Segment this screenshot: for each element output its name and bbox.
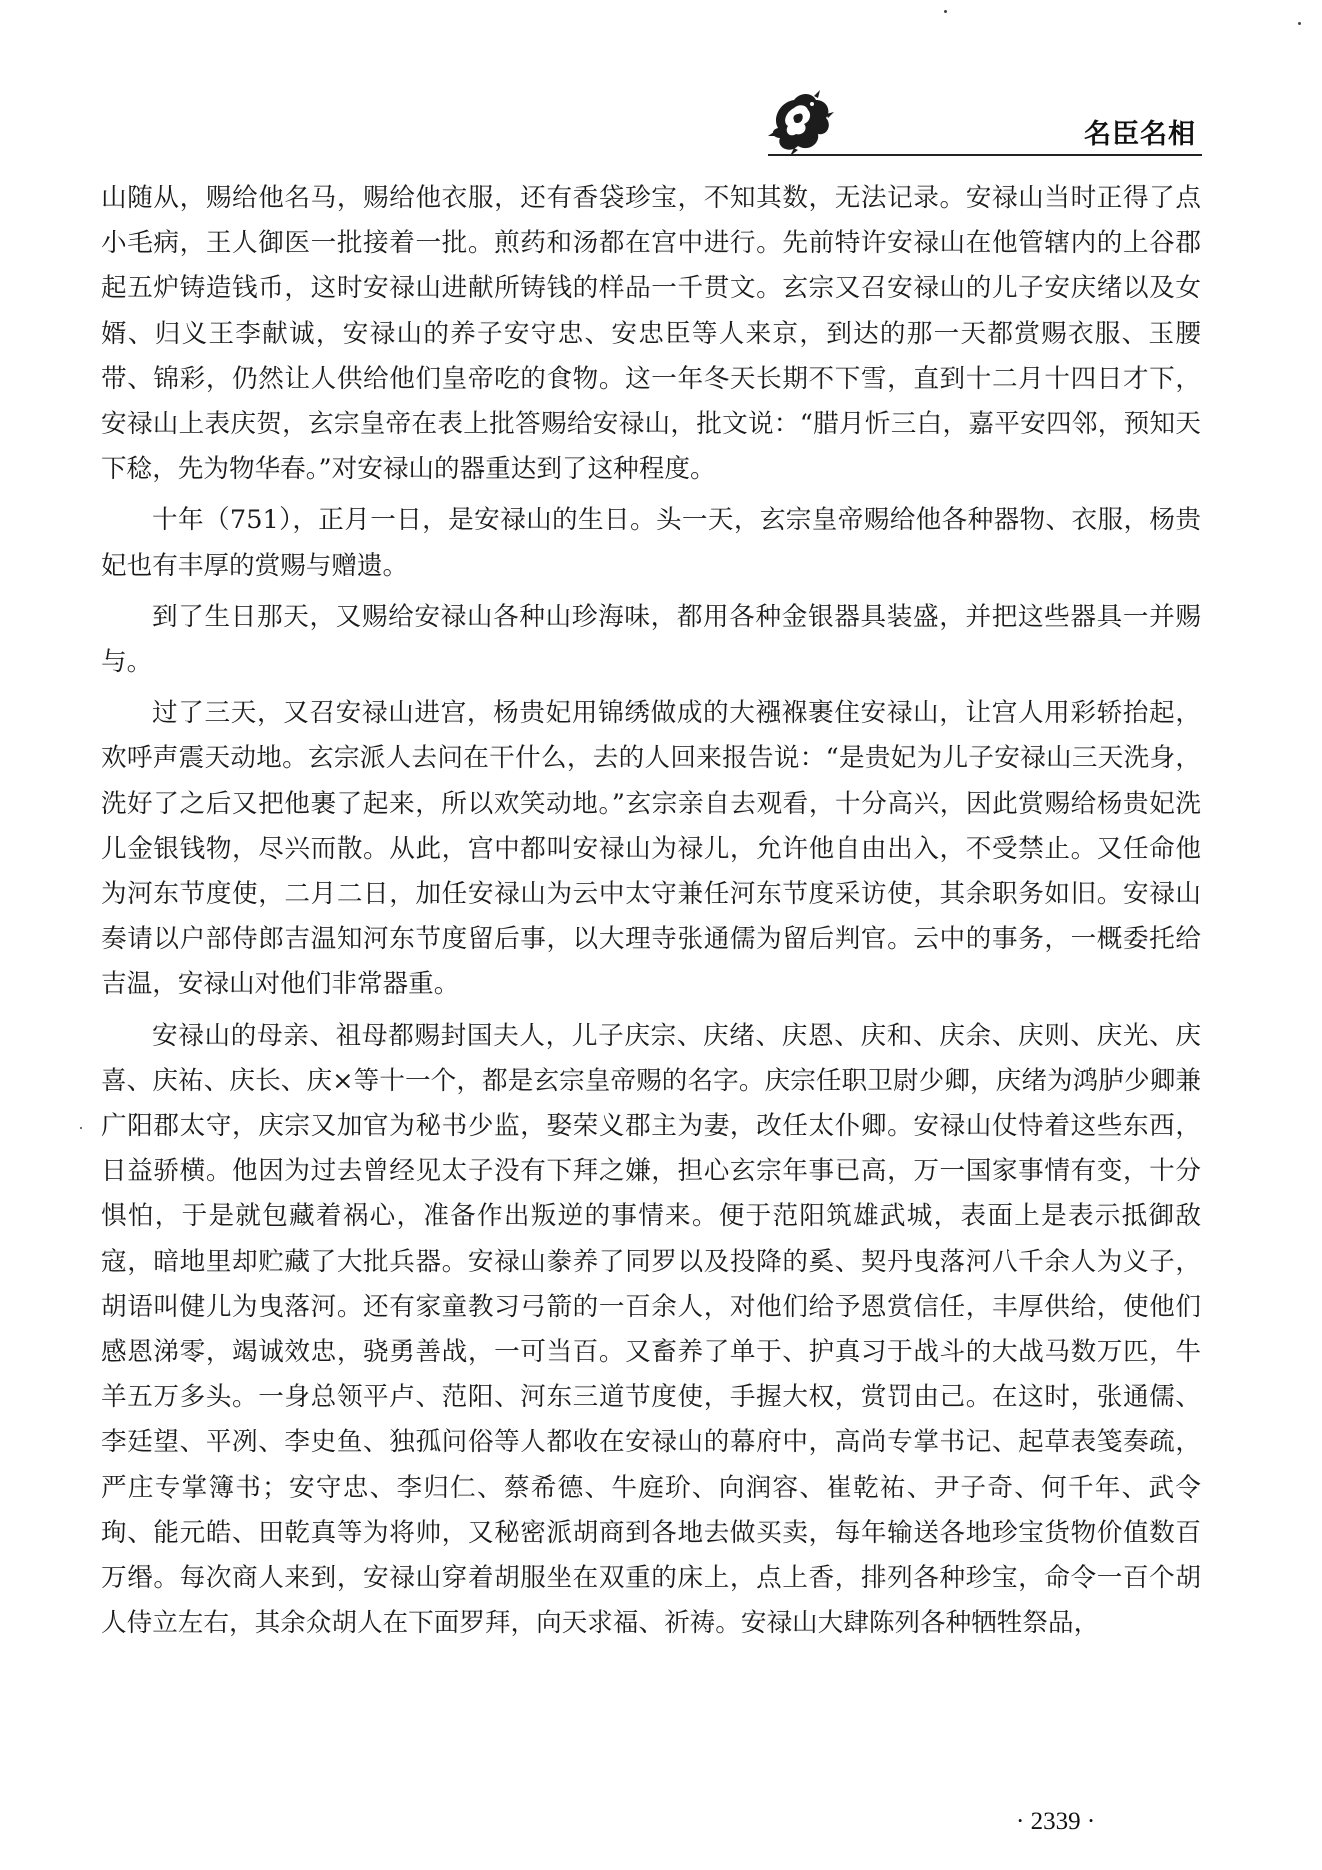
- paragraph: 过了三天，又召安禄山进宫，杨贵妃用锦绣做成的大襁褓裹住安禄山，让宫人用彩轿抬起，欢呼声震天动地。玄宗派人去问在干什么，去的人回来报告说：“是贵妃为儿子安禄山三天洗身，洗好了之后又把他裹了起来，所以欢笑动地。”玄宗亲自去观看，十分高兴，因此赏赐给杨贵妃洗儿金银钱物，尽兴而散。从此，宫中都叫安禄山为禄儿，允许他自由出入，不受禁止。又任命他为河东节度使，二月二日，加任安禄山为云中太守兼任河东节度采访使，其余职务如旧。安禄山奏请以户部侍郎吉温知河东节度留后事，以大理寺张通儒为留后判官。云中的事务，一概委托给吉温，安禄山对他们非常器重。: [101, 698, 1201, 1000]
- header-title: 名臣名相: [1084, 119, 1196, 150]
- scan-speck: [1298, 22, 1301, 25]
- paragraph: 安禄山的母亲、祖母都赐封国夫人，儿子庆宗、庆绪、庆恩、庆和、庆余、庆则、庆光、庆喜、庆祐、庆长、庆×等十一个，都是玄宗皇帝赐的名字。庆宗任职卫尉少卿，庆绪为鸿胪少卿兼广阳郡太守，庆宗又加官为秘书少监，娶荣义郡主为妻，改任太仆卿。安禄山仗恃着这些东西，日益骄横。他因为过去曾经见太子没有下拜之嫌，担心玄宗年事已高，万一国家事情有变，十分惧怕，于是就包藏着祸心，准备作出叛逆的事情来。便于范阳筑雄武城，表面上是表示抵御敌寇，暗地里却贮藏了大批兵器。安禄山豢养了同罗以及投降的奚、契丹曳落河八千余人为义子，胡语叫健儿为曳落河。还有家童教习弓箭的一百余人，对他们给予恩赏信任，丰厚供给，使他们感恩涕零，竭诚效忠，骁勇善战，一可当百。又畜养了单于、护真习于战斗的大战马数万匹，牛羊五万多头。一身总领平卢、范阳、河东三道节度使，手握大权，赏罚由己。在这时，张通儒、李廷望、平冽、李史鱼、独孤问俗等人都收在安禄山的幕府中，高尚专掌书记、起草表笺奏疏，严庄专掌簿书；安守忠、李归仁、蔡希德、牛庭玠、向润容、崔乾祐、尹子奇、何千年、武令珣、能元皓、田乾真等为将帅，又秘密派胡商到各地去做买卖，每年输送各地珍宝货物价值数百万缗。每次商人来到，安禄山穿着胡服坐在双重的床上，点上香，排列各种珍宝，命令一百个胡人侍立左右，其余众胡人在下面罗拜，向天求福、祈祷。安禄山大肆陈列各种牺牲祭品，: [101, 1020, 1201, 1639]
- page-number: · 2339 ·: [1016, 1808, 1096, 1835]
- paragraph: 山随从，赐给他名马，赐给他衣服，还有香袋珍宝，不知其数，无法记录。安禄山当时正得了点小毛病，王人御医一批接着一批。煎药和汤都在宫中进行。先前特许安禄山在他管辖内的上谷郡起五炉铸造钱币，这时安禄山进献所铸钱的样品一千贯文。玄宗又召安禄山的儿子安庆绪以及女婿、归义王李献诚，安禄山的养子安守忠、安忠臣等人来京，到达的那一天都赏赐衣服、玉腰带、锦彩，仍然让人供给他们皇帝吃的食物。这一年冬天长期不下雪，直到十二月十四日才下，安禄山上表庆贺，玄宗皇帝在表上批答赐给安禄山，批文说：“腊月忻三白，嘉平安四邻，预知天下稔，先为物华春。”对安禄山的器重达到了这种程度。: [101, 183, 1201, 485]
- scan-speck: [80, 1127, 82, 1129]
- dragon-icon: [768, 88, 834, 156]
- scan-speck: [944, 10, 947, 13]
- page-header: [0, 0, 1322, 170]
- header-rule: [768, 154, 1202, 156]
- body-text: [101, 176, 1201, 1653]
- paragraph: 十年（751），正月一日，是安禄山的生日。头一天，玄宗皇帝赐给他各种器物、衣服，杨贵妃也有丰厚的赏赐与赠遗。: [101, 505, 1201, 581]
- paragraph: 到了生日那天，又赐给安禄山各种山珍海味，都用各种金银器具装盛，并把这些器具一并赐与。: [101, 601, 1201, 678]
